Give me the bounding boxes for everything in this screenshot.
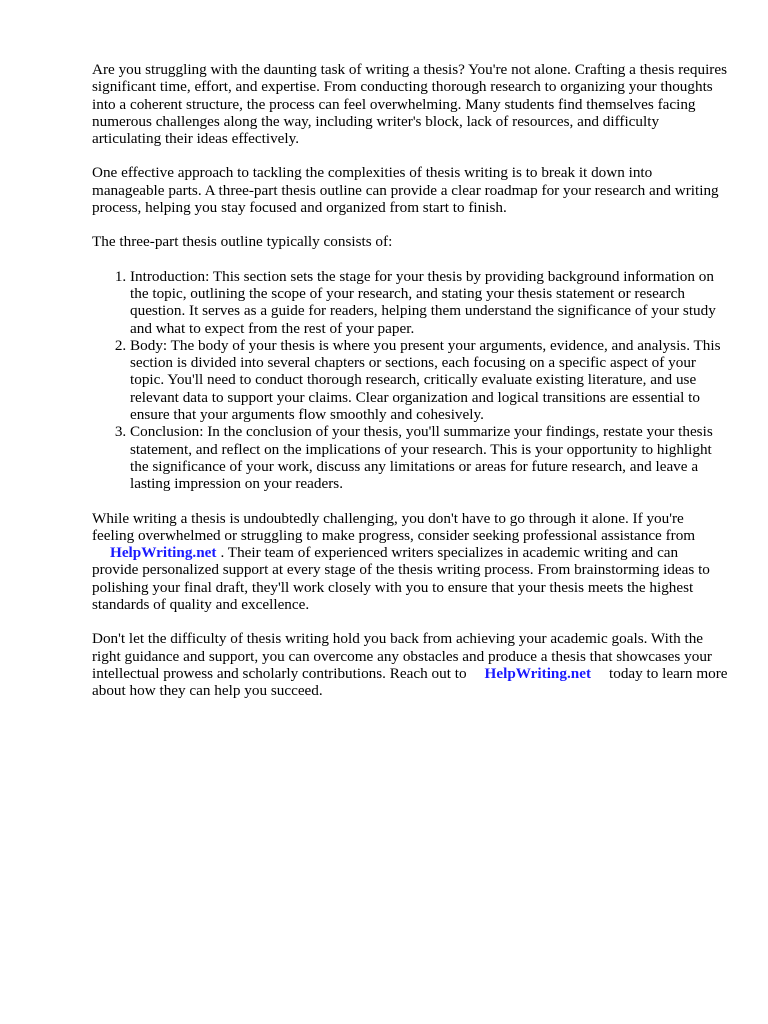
assistance-text-before-link: While writing a thesis is undoubtedly challenging, you don't have to go through it alone. If you're feeling overwhelmed or struggling to make progress, consider seeking professional assistance from <box>92 509 696 544</box>
outline-item-introduction: 1. Introduction: This section sets the stage for your thesis by providing background information on the topic, outlining the scope of your research, and stating your thesis statement or research question. It serves as a guide for readers, helping them understand the significance of your study and what to expect from the rest of your paper. <box>130 268 728 337</box>
closing-paragraph <box>92 630 728 699</box>
approach-paragraph: One effective approach to tackling the complexities of thesis writing is to break it down into manageable parts. A three-part thesis outline can provide a clear roadmap for your research and writing process, helping you stay focused and organized from start to finish. <box>92 164 719 217</box>
helpwriting-link[interactable]: HelpWriting.net <box>110 544 217 562</box>
helpwriting-link-closing[interactable]: HelpWriting.net <box>484 664 592 682</box>
closing-text-after-link: today to learn more about how they can help you succeed. <box>92 664 728 700</box>
closing-text-before-link: Don't let the difficulty of thesis writing hold you back from achieving your academic goals. With the right guidance and support, you can overcome any obstacles and produce a thesis that showcases your intellectual prowess and scholarly contributions. Reach out to <box>92 630 712 682</box>
outline-item-body: 2. Body: The body of your thesis is where you present your arguments, evidence, and analysis. This section is divided into several chapters or sections, each focusing on a specific aspect of your topic. You'll need to conduct thorough research, critically evaluate existing literature, and use relevant data to support your claims. Clear organization and logical transitions are essential to ensure that your arguments flow smoothly and cohesively. <box>130 337 728 423</box>
assistance-text-after-link: . Their team of experienced writers specializes in academic writing and can provide personalized support at every stage of the thesis writing process. From brainstorming ideas to polishing your final draft, they'll work closely with you to ensure that your thesis meets the highest standards of quality and excellence. <box>92 544 710 614</box>
outline-item-conclusion: 3. Conclusion: In the conclusion of your thesis, you'll summarize your findings, restate your thesis statement, and reflect on the implications of your research. This is your opportunity to highlight the significance of your work, discuss any limitations or areas for future research, and leave a lasting impression on your readers. <box>130 423 728 492</box>
intro-paragraph: Are you struggling with the daunting task of writing a thesis? You're not alone. Crafting a thesis requires significant time, effort, and expertise. From conducting thorough research to organizing your thoughts into a coherent structure, the process can feel overwhelming. Many students find themselves facing numerous challenges along the way, including writer's block, lack of resources, and difficulty articulating their ideas effectively. <box>92 61 728 148</box>
outline-list <box>92 268 728 493</box>
assistance-paragraph <box>92 510 728 614</box>
outline-lead: The three-part thesis outline typically consists of: <box>92 233 393 251</box>
